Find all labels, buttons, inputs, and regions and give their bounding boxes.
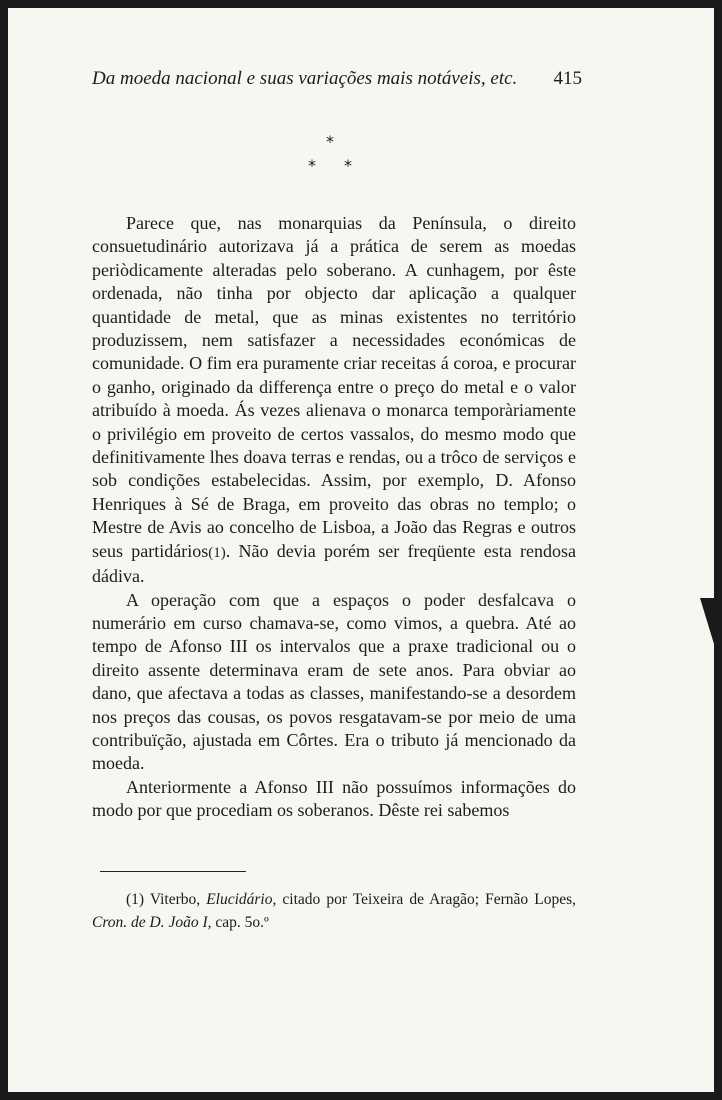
paragraph-3: Anteriormente a Afonso III não possuímos informações do modo por que procediam os soberanos. Dêste rei sabemos — [92, 776, 576, 821]
paragraph-1 — [92, 212, 576, 589]
section-separator — [302, 132, 362, 182]
page-edge-mark — [700, 598, 714, 644]
running-title: Da moeda nacional e suas variações mais notáveis, etc. — [92, 68, 518, 89]
footnote-marker: (1) — [126, 891, 145, 908]
footnote-rule — [100, 871, 246, 872]
paragraph-1-tail: . Não devia porém ser freqüente esta rendosa dádiva. — [92, 540, 576, 587]
footnote-work-title: Elucidário, — [206, 891, 277, 908]
book-page — [8, 8, 714, 1092]
separator-star-left: * — [308, 156, 316, 175]
body-text — [92, 212, 576, 823]
footnote — [92, 888, 576, 934]
separator-star-top: * — [326, 132, 334, 151]
footnote-reference: (1) — [208, 544, 226, 561]
footnote-work-title-2: Cron. de D. João I, — [92, 914, 212, 931]
separator-star-right: * — [344, 156, 352, 175]
running-header — [92, 68, 582, 90]
paragraph-1-text: Parece que, nas monarquias da Península, o direito consuetudinário autorizava já a prática de serem as moedas periòdicamente alteradas pelo soberano. A cunhagem, por êste ordenada, não tinha por objecto dar aplicação a qualquer quantidade de metal, que as minas existentes no território produzissem, nem satisfazer a necessidades económicas de comunidade. O fim era puramente criar receitas á coroa, e procurar o ganho, originado da differença entre o preço do metal e o valor atribuído à moeda. Ás vezes alienava o monarca temporàriamente o privilégio em proveito de certos vassalos, do mesmo modo que definitivamente lhes doava terras e rendas, ou a trôco de serviços e sob condições estabelecidas. Assim, por exemplo, D. Afonso Henriques à Sé de Braga, em proveito das obras no templo; o Mestre de Avis ao concelho de Lisboa, a João das Regras e outros seus partidários — [92, 213, 576, 561]
page-number: 415 — [553, 68, 582, 89]
footnote-author: Viterbo, — [149, 891, 201, 908]
paragraph-2: A operação com que a espaços o poder desfalcava o numerário em curso chamava-se, como vimos, a quebra. Até ao tempo de Afonso III os intervalos que a praxe tradicional ou o direito assente determinava eram de sete anos. Para obviar ao dano, que afectava a todas as classes, manifestando-se a desordem nos preços das cousas, os povos resgatavam-se por meio de uma contribuïção, ajustada em Côrtes. Era o tributo já mencionado da moeda. — [92, 589, 576, 774]
footnote-citation: citado por Teixeira de Aragão; Fernão Lopes, — [282, 891, 576, 908]
footnote-chapter: cap. 5o.º — [215, 914, 269, 931]
